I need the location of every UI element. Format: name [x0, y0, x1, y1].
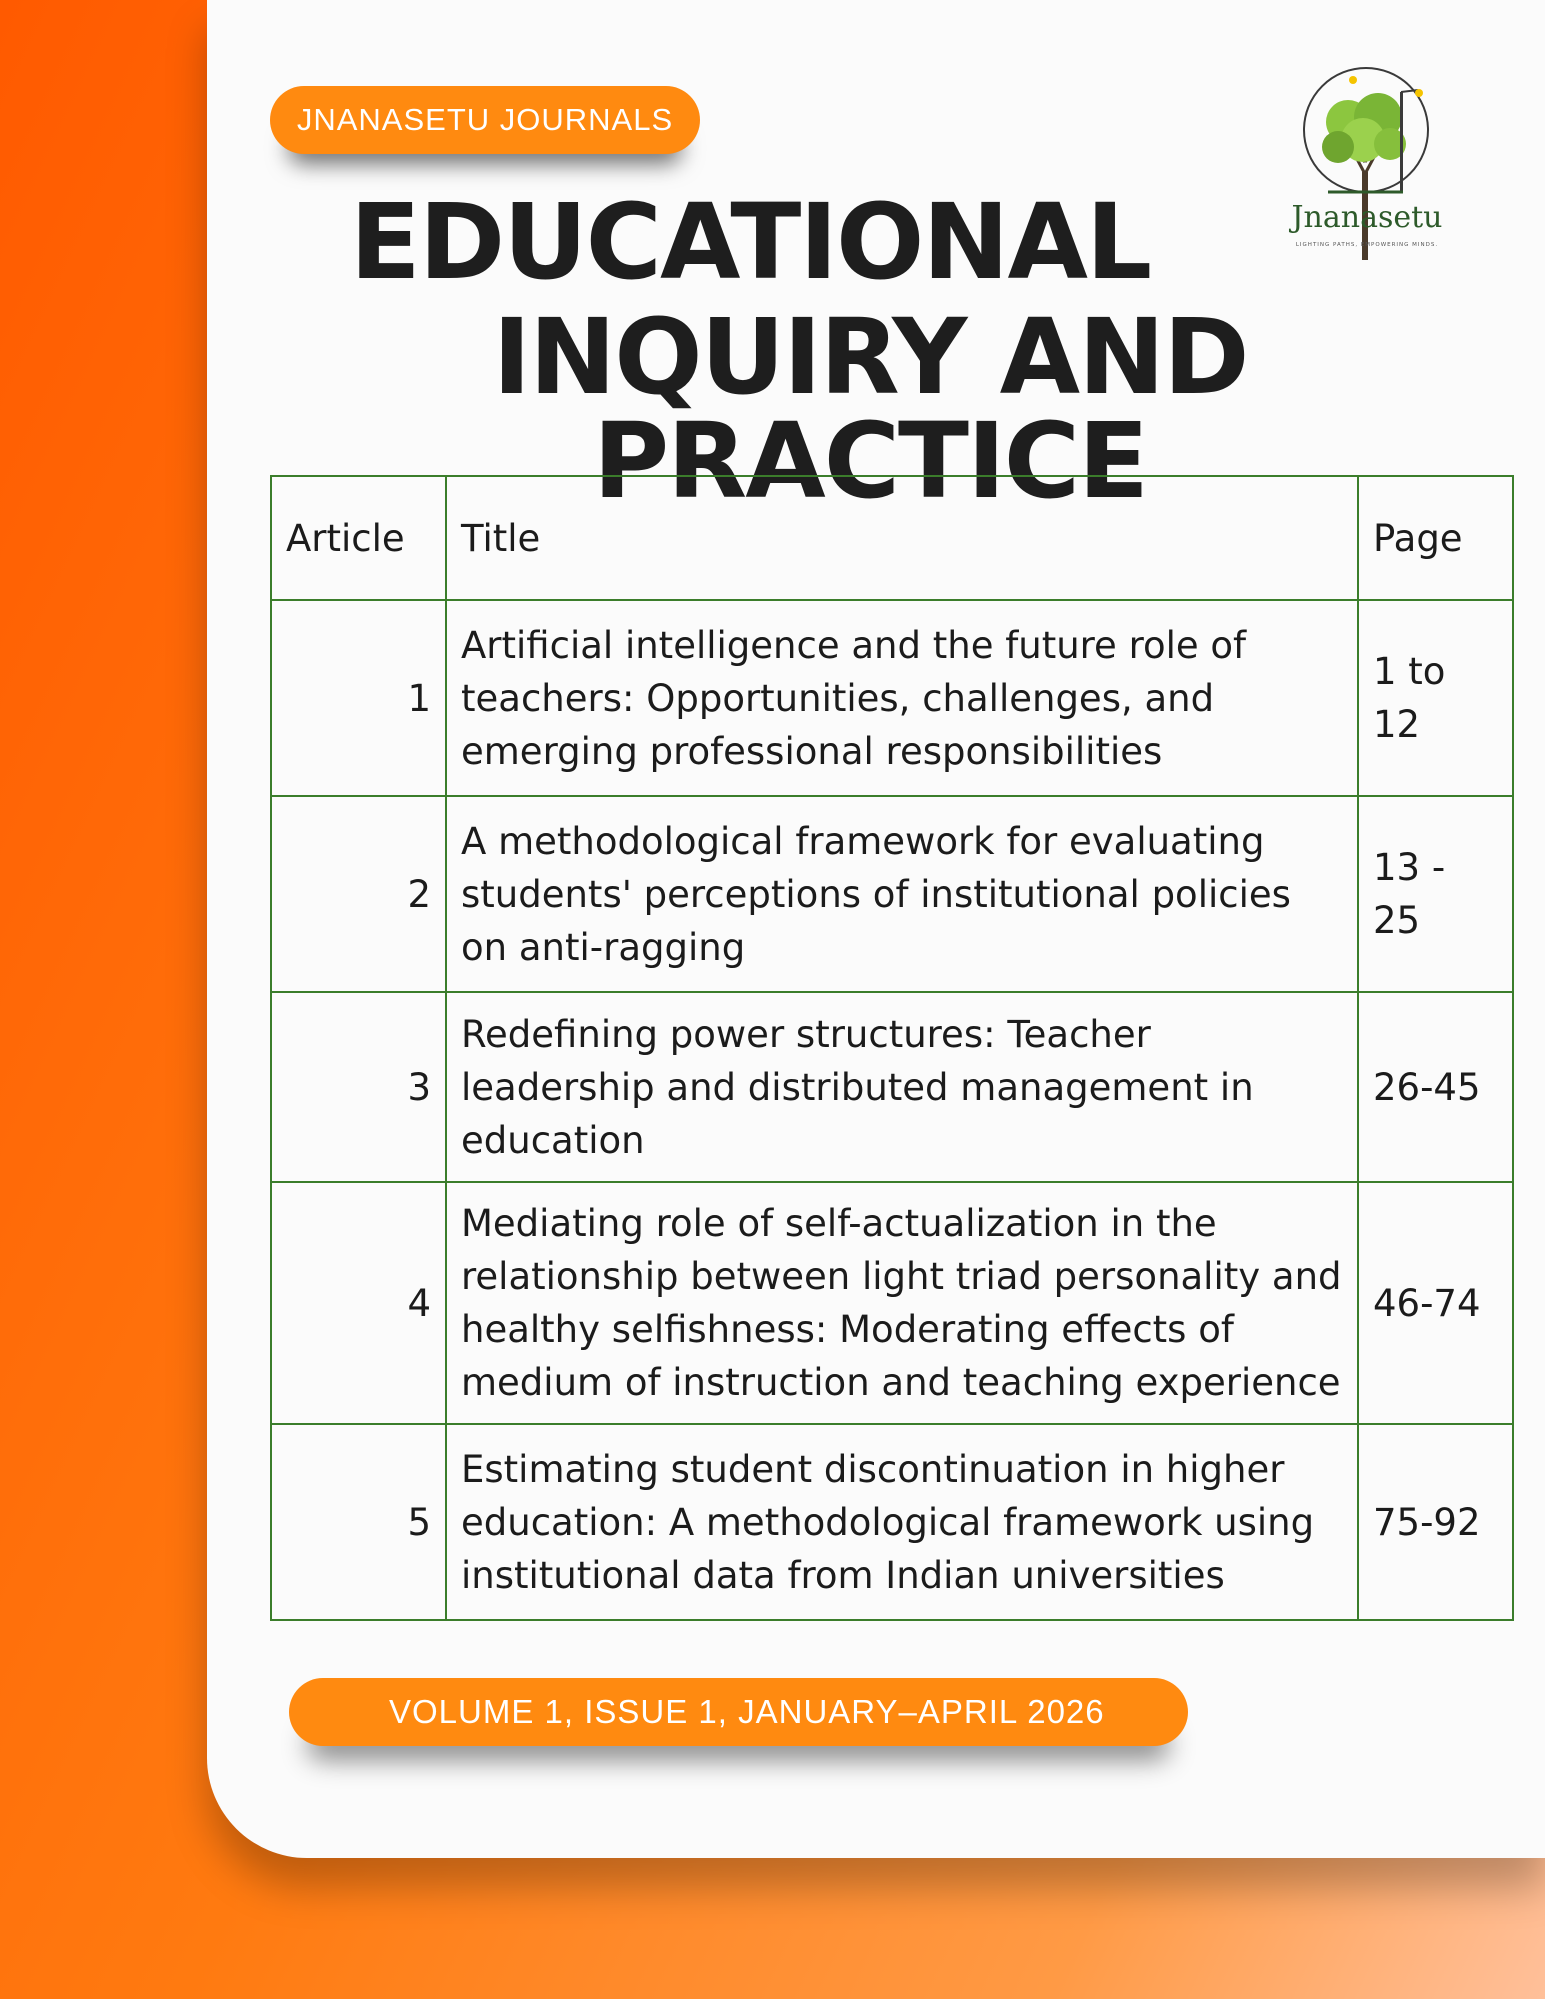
table-row: [271, 992, 1513, 1182]
header-article: Article: [271, 476, 446, 600]
article-number: 2: [271, 796, 446, 992]
header-title: Title: [446, 476, 1358, 600]
table-row: [271, 1424, 1513, 1620]
article-number: 1: [271, 600, 446, 796]
article-pages: 26-45: [1358, 992, 1513, 1182]
issue-badge: VOLUME 1, ISSUE 1, JANUARY–APRIL 2026: [289, 1678, 1188, 1746]
journal-title-line2: INQUIRY AND PRACTICE: [492, 296, 1248, 522]
series-badge: JNANASETU JOURNALS: [270, 86, 700, 154]
table-header-row: [271, 476, 1513, 600]
article-number: 5: [271, 1424, 446, 1620]
logo-wordmark: Jnanasetu: [1291, 200, 1443, 235]
article-pages: 46-74: [1358, 1182, 1513, 1424]
article-pages: 75-92: [1358, 1424, 1513, 1620]
article-number: 3: [271, 992, 446, 1182]
article-title: Redefining power structures: Teacher leadership and distributed management in education: [446, 992, 1358, 1182]
article-pages: 1 to 12: [1358, 600, 1513, 796]
article-number: 4: [271, 1182, 446, 1424]
article-pages: 13 - 25: [1358, 796, 1513, 992]
table-row: [271, 600, 1513, 796]
logo-tagline: LIGHTING PATHS, EMPOWERING MINDS.: [1295, 242, 1439, 248]
article-title: Mediating role of self-actualization in the relationship between light triad personality and healthy selfishness: Moderating effects of medium of instruction and teaching experience: [446, 1182, 1358, 1424]
article-title: A methodological framework for evaluating students' perceptions of institutional policies on anti-ragging: [446, 796, 1358, 992]
journal-title-line1: EDUCATIONAL: [349, 181, 1151, 303]
article-title: Artificial intelligence and the future role of teachers: Opportunities, challenges, and emerging professional responsibilities: [446, 600, 1358, 796]
article-title: Estimating student discontinuation in higher education: A methodological framework using institutional data from Indian universities: [446, 1424, 1358, 1620]
table-row: [271, 796, 1513, 992]
table-row: [271, 1182, 1513, 1424]
contents-table: [270, 475, 1514, 1621]
header-page: Page: [1358, 476, 1513, 600]
